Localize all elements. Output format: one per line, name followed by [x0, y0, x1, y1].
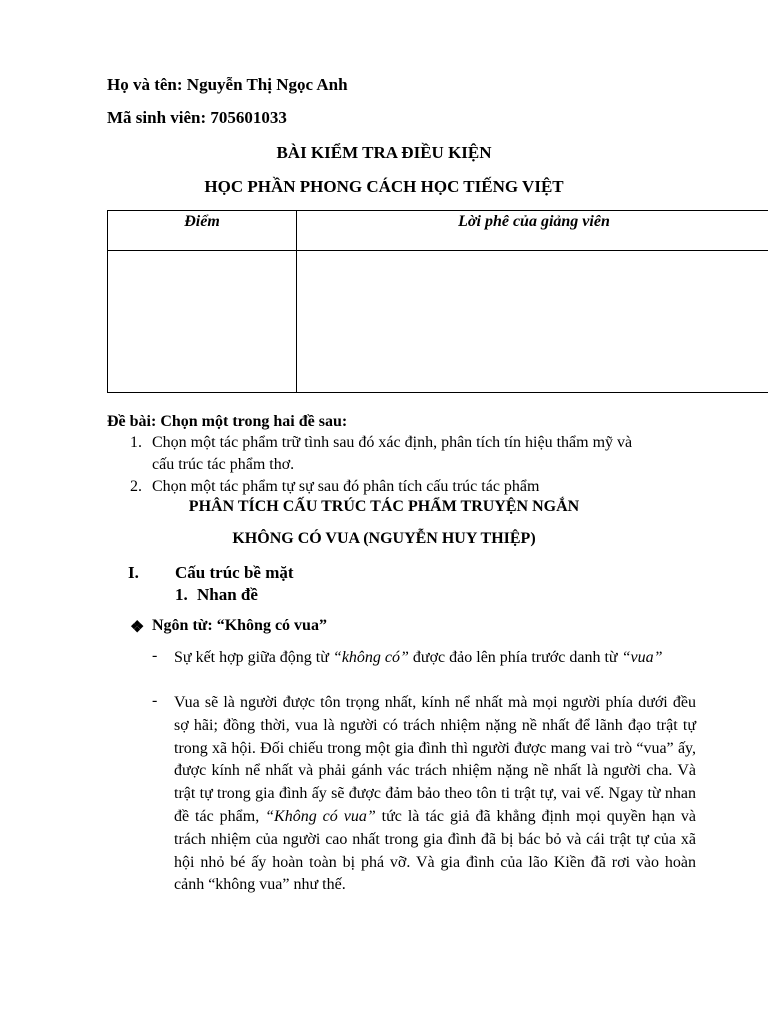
paragraph-1: Sự kết hợp giữa động từ “không có” được đảo lên phía trước danh từ “vua”: [174, 649, 663, 666]
bullet-heading: Ngôn từ: “Không có vua”: [152, 617, 327, 634]
student-id: Mã sinh viên: 705601033: [107, 108, 287, 127]
dash-marker: -: [152, 647, 158, 664]
student-name: Họ và tên: Nguyễn Thị Ngọc Anh: [107, 75, 348, 94]
score-header: Điểm: [108, 211, 297, 251]
assignment-item-1-line2: cấu trúc tác phẩm thơ.: [152, 456, 295, 473]
essay-subtitle: KHÔNG CÓ VUA (NGUYỄN HUY THIỆP): [232, 530, 536, 547]
assignment-item-2-line1: Chọn một tác phẩm tự sự sau đó phân tích cấu trúc tác phẩm: [152, 478, 540, 495]
assignment-item-1-num: 1.: [130, 434, 142, 451]
grade-table: [107, 210, 768, 393]
paragraph-2: Vua sẽ là người được tôn trọng nhất, kính nể nhất mà mọi người phía dưới đều sợ hãi; đồng thời, vua là người có trách nhiệm nặng nề nhất để lãnh đạo trật tự trong xã hội. Đối chiếu trong một gia đình thì người được mang vai trò “vua” ấy, được kính nể nhất và phải gánh vác trách nhiệm nặng nề nhất là người cha. Và trật tự trong gia đình ấy sẽ được đảm bảo theo tôn ti trật tự, vai vế. Ngay từ nhan đề tác phẩm, “Không có vua” tức là tác giả đã khẳng định mọi quyền hạn và trách nhiệm của người cao nhất trong gia đình đã bị bác bỏ và cái trật tự của xã hội nhỏ bé ấy hoàn toàn bị phá vỡ. Và gia đình của lão Kiền đã rơi vào hoàn cảnh “không vua” như thế.: [174, 694, 697, 894]
comment-header: Lời phê của giảng viên: [297, 211, 768, 251]
diamond-bullet-icon: ❖: [130, 619, 145, 636]
score-cell: [108, 251, 297, 393]
subsection-number: 1.: [175, 585, 188, 604]
assignment-item-2-num: 2.: [130, 478, 142, 495]
course-title: HỌC PHẦN PHONG CÁCH HỌC TIẾNG VIỆT: [204, 177, 564, 196]
test-title: BÀI KIỂM TRA ĐIỀU KIỆN: [276, 143, 492, 162]
assignment-heading: Đề bài: Chọn một trong hai đề sau:: [107, 413, 348, 430]
section-number: I.: [128, 563, 139, 582]
section-title: Cấu trúc bề mặt: [175, 563, 294, 582]
comment-cell: [297, 251, 768, 393]
assignment-item-1-line1: Chọn một tác phẩm trữ tình sau đó xác định, phân tích tín hiệu thẩm mỹ và: [152, 434, 633, 451]
essay-title: PHÂN TÍCH CẤU TRÚC TÁC PHẨM TRUYỆN NGẮN: [188, 498, 580, 515]
subsection-title: Nhan đề: [197, 585, 258, 604]
dash-marker: -: [152, 692, 158, 709]
